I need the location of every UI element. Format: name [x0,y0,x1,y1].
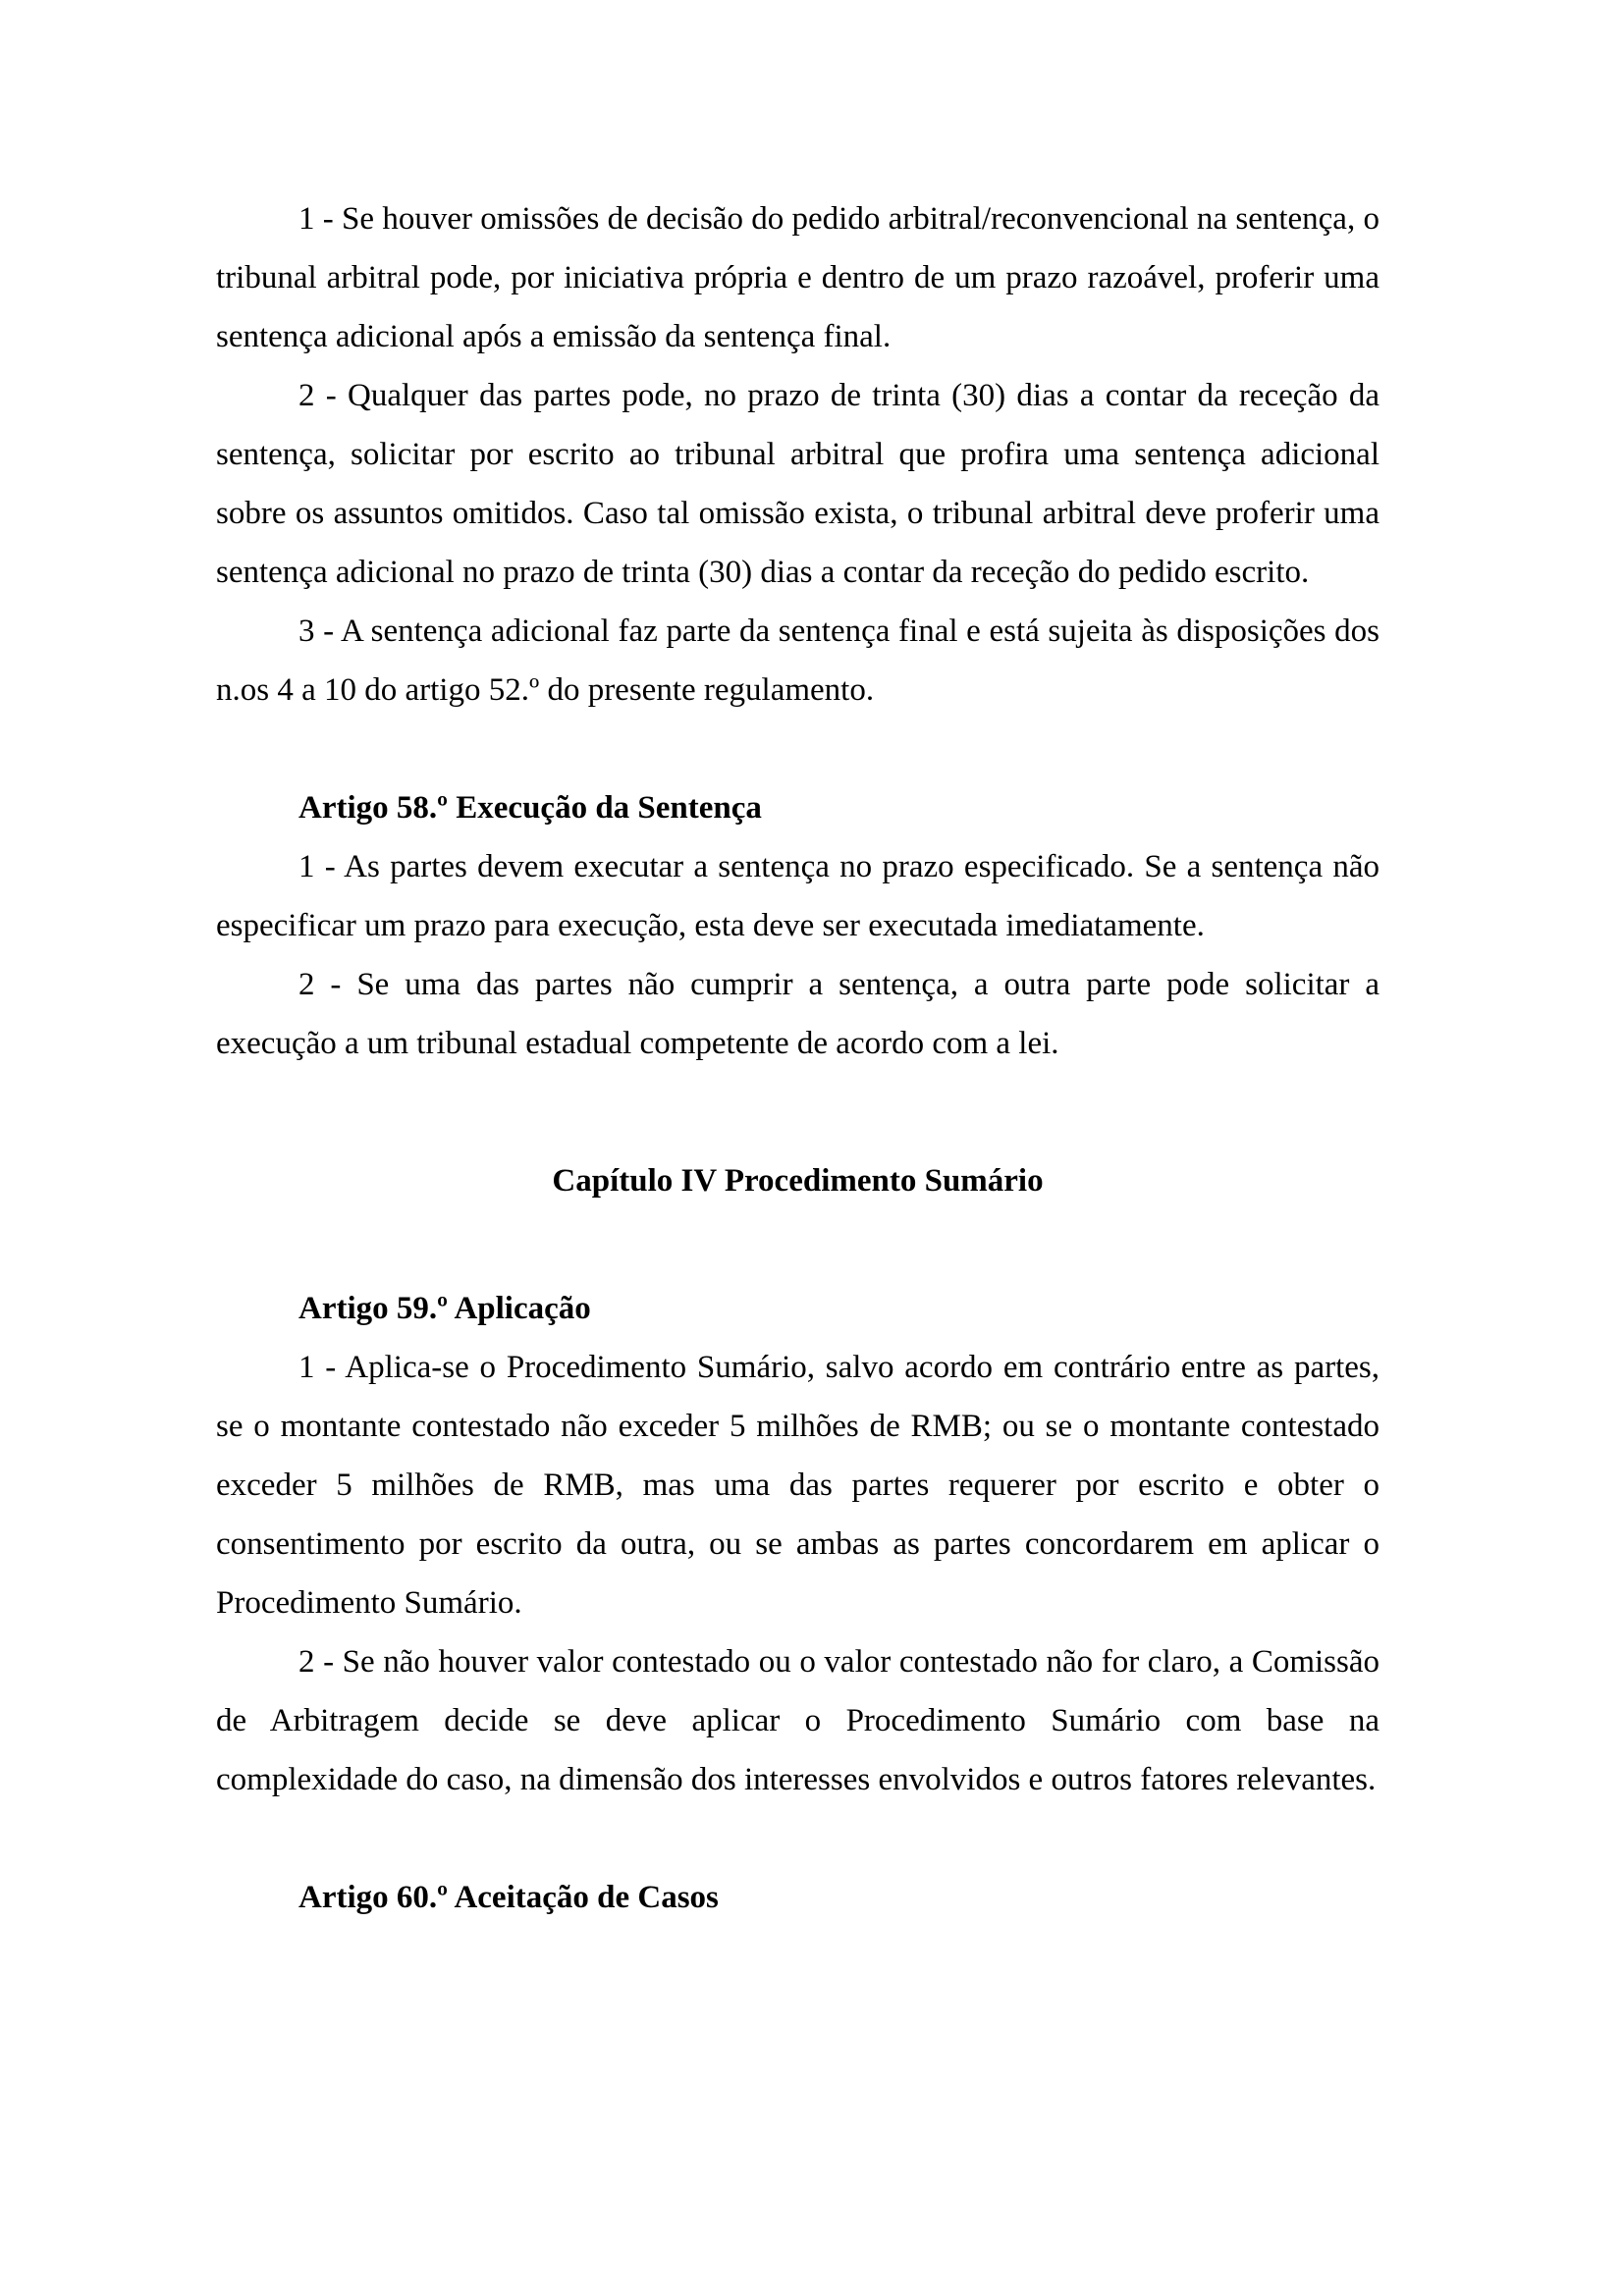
paragraph: 1 - Se houver omissões de decisão do pedido arbitral/reconvencional na sentença, o tribunal arbitral pode, por iniciativa própria e dentro de um prazo razoável, proferir uma sentença adicional após a emissão da sentença final. [216,201,1380,354]
document-content [216,189,1380,1927]
paragraph: 2 - Se uma das partes não cumprir a sentença, a outra parte pode solicitar a execução a um tribunal estadual competente de acordo com a lei. [216,967,1380,1061]
paragraph: 1 - Aplica-se o Procedimento Sumário, salvo acordo em contrário entre as partes, se o montante contestado não exceder 5 milhões de RMB; ou se o montante contestado exceder 5 milhões de RMB, mas uma das partes requerer por escrito e obter o consentimento por escrito da outra, ou se ambas as partes concordarem em aplicar o Procedimento Sumário. [216,1350,1380,1621]
paragraph: 1 - As partes devem executar a sentença no prazo especificado. Se a sentença não especificar um prazo para execução, esta deve ser executada imediatamente. [216,849,1380,943]
paragraph: 2 - Se não houver valor contestado ou o valor contestado não for claro, a Comissão de Arbitragem decide se deve aplicar o Procedimento Sumário com base na complexidade do caso, na dimensão dos interesses envolvidos e outros fatores relevantes. [216,1644,1380,1797]
chapter-heading: Capítulo IV Procedimento Sumário [552,1163,1044,1199]
article-heading: Artigo 59.º Aplicação [298,1291,591,1326]
paragraph: 3 - A sentença adicional faz parte da sentença final e está sujeita às disposições dos n.os 4 a 10 do artigo 52.º do presente regulamento. [216,614,1380,708]
article-heading: Artigo 60.º Aceitação de Casos [298,1880,719,1915]
paragraph: 2 - Qualquer das partes pode, no prazo de trinta (30) dias a contar da receção da sentença, solicitar por escrito ao tribunal arbitral que profira uma sentença adicional sobre os assuntos omitidos. Caso tal omissão exista, o tribunal arbitral deve proferir uma sentença adicional no prazo de trinta (30) dias a contar da receção do pedido escrito. [216,378,1380,590]
article-heading: Artigo 58.º Execução da Sentença [298,790,762,826]
